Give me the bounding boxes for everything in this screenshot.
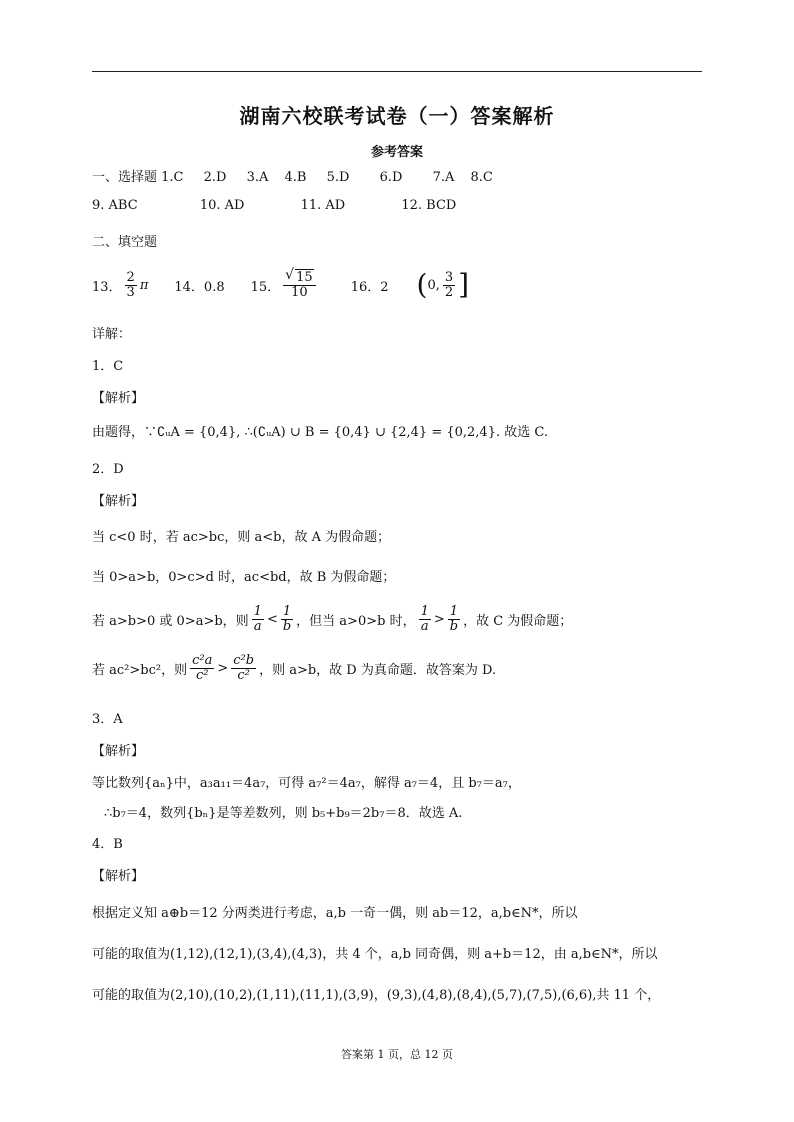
answer-7: 7.A — [432, 170, 455, 185]
frac-den: a — [420, 618, 429, 634]
q2-line-3-text-c: ，故 C 为假命题； — [463, 613, 573, 629]
frac-den: b — [282, 618, 292, 634]
header-rule — [92, 71, 702, 72]
q4-analysis-tag: 【解析】 — [92, 869, 145, 884]
q4-line-1: 根据定义知 a⊕b＝12 分两类进行考虑，a,b 一奇一偶，则 ab＝12，a,b∈N*，所以 — [92, 906, 578, 921]
answer-15-fraction — [283, 266, 316, 300]
answer-11: 11. AD — [300, 198, 346, 213]
q2-analysis-tag: 【解析】 — [92, 494, 145, 509]
q2-line-3 — [92, 597, 572, 641]
fraction-c2b-over-c2 — [231, 654, 256, 682]
answer-8: 8.C — [470, 170, 493, 185]
q2-label: 2．D — [92, 462, 124, 477]
frac-den: b — [449, 618, 459, 634]
q2-line-3-text-a: 若 a>b>0 或 0>a>b，则 — [92, 613, 249, 629]
less-than-sign: < — [266, 611, 278, 627]
frac-num: c²b — [233, 652, 255, 668]
answer-6: 6.D — [379, 170, 403, 185]
greater-than-sign: > — [217, 660, 229, 676]
q2-line-4-text-b: ，则 a>b，故 D 为真命题．故答案为 D. — [259, 662, 497, 678]
answer-13-pi: π — [139, 277, 149, 293]
choice-answers-row-2 — [92, 198, 456, 213]
detail-heading: 详解： — [92, 327, 132, 342]
answer-10: 10. AD — [199, 198, 245, 213]
answer-13-label: 13． — [92, 279, 122, 295]
q3-line-2: ∴b₇＝4，数列{bₙ}是等差数列，则 b₅+b₉＝2b₇＝8．故选 A. — [104, 806, 463, 821]
sqrt-symbol: √ 15 — [285, 266, 313, 285]
fill-blank-heading: 二、填空题 — [92, 235, 158, 250]
q2-line-3-text-b: ，但当 a>0>b 时， — [296, 613, 416, 629]
answer-15-radicand: 15 — [296, 269, 313, 285]
q2-line-4 — [92, 646, 496, 690]
answer-16-interval-left: 0, — [427, 277, 440, 293]
answer-9: 9. ABC — [92, 198, 138, 213]
frac-num: 1 — [253, 603, 262, 619]
answer-5: 5.D — [326, 170, 350, 185]
q1-analysis-tag: 【解析】 — [92, 391, 145, 406]
frac-den: c² — [195, 667, 209, 683]
answer-16-denominator: 2 — [444, 284, 454, 300]
q1-text: 由题得，∵∁ᵤA = {0,4}, ∴(∁ᵤA) ∪ B = {0,4} ∪ {2,4} = {0,2,4}. 故选 C. — [92, 425, 548, 440]
fraction-1-over-a — [419, 605, 431, 633]
frac-num: 1 — [420, 603, 429, 619]
frac-den: c² — [237, 667, 250, 683]
q2-line-1: 当 c<0 时，若 ac>bc，则 a<b，故 A 为假命题； — [92, 530, 391, 545]
answer-1: 一、选择题 1.C — [92, 170, 184, 185]
fraction-1-over-b — [281, 605, 293, 633]
q2-line-4-text-a: 若 ac²>bc²，则 — [92, 662, 188, 678]
interval-open-paren: ( — [416, 268, 428, 301]
fraction-1-over-b — [448, 605, 460, 633]
frac-num: 1 — [282, 603, 292, 619]
page-footer: 答案第 1 页，总 12 页 — [341, 1048, 453, 1061]
answer-13-numerator: 2 — [126, 269, 135, 285]
answer-3: 3.A — [246, 170, 269, 185]
fraction-1-over-a — [252, 605, 264, 633]
q2-line-2: 当 0>a>b，0>c>d 时，ac<bd，故 B 为假命题； — [92, 570, 396, 585]
answer-16-label: 16．2 — [350, 279, 389, 295]
answer-2: 2.D — [203, 170, 227, 185]
answer-15-denominator: 10 — [291, 284, 308, 300]
answer-16-numerator: 3 — [444, 269, 454, 285]
answer-14: 14．0.8 — [174, 279, 225, 295]
q4-line-2: 可能的取值为(1,12),(12,1),(3,4),(4,3)，共 4 个，a,b 同奇偶，则 a+b＝12，由 a,b∈N*，所以 — [92, 947, 658, 962]
greater-than-sign: > — [433, 611, 445, 627]
q1-label: 1．C — [92, 359, 124, 374]
frac-num: c²a — [192, 652, 213, 668]
answer-15-numerator — [283, 266, 316, 286]
q3-label: 3．A — [92, 712, 123, 727]
q4-line-3: 可能的取值为(2,10),(10,2),(1,11),(11,1),(3,9)，(9,3),(4,8),(8,4),(5,7),(7,5),(6,6),共 11 个， — [92, 988, 661, 1003]
fill-answers-row — [92, 262, 469, 308]
answer-16-fraction — [443, 271, 455, 299]
frac-den: a — [253, 618, 262, 634]
q3-line-1: 等比数列{aₙ}中，a₃a₁₁＝4a₇，可得 a₇²＝4a₇，解得 a₇＝4，且 b₇＝a₇， — [92, 776, 521, 791]
page-title: 湖南六校联考试卷（一）答案解析 — [239, 104, 555, 128]
answer-15-label: 15． — [250, 279, 281, 295]
frac-num: 1 — [449, 603, 459, 619]
choice-answers-row-1 — [92, 166, 493, 185]
fraction-c2a-over-c2 — [190, 654, 214, 682]
answer-13-fraction — [125, 271, 137, 299]
q3-analysis-tag: 【解析】 — [92, 744, 145, 759]
answer-12: 12. BCD — [401, 198, 457, 213]
page-subtitle: 参考答案 — [370, 145, 423, 160]
answer-4: 4.B — [284, 170, 307, 185]
q4-label: 4．B — [92, 837, 123, 852]
answer-13-denominator: 3 — [126, 284, 135, 300]
interval-close-bracket: ] — [458, 268, 470, 301]
